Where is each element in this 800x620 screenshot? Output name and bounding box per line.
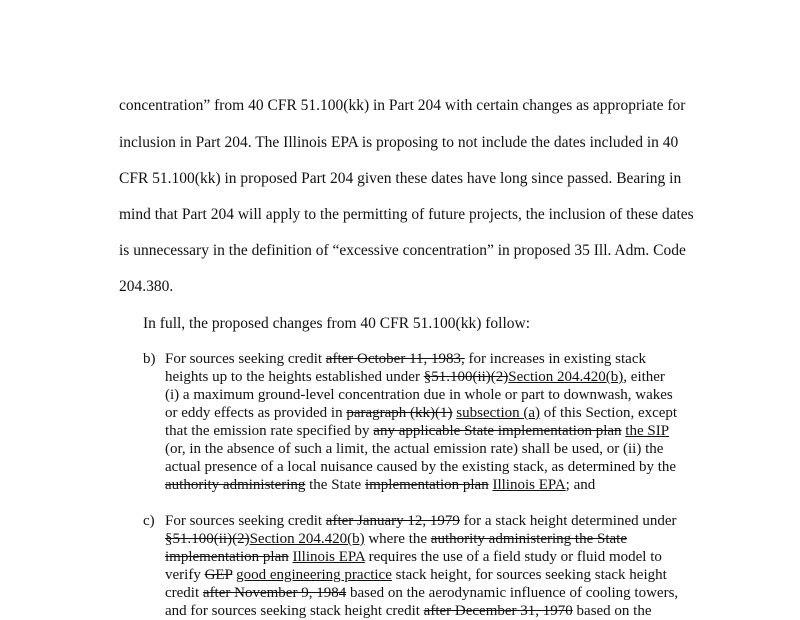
- paragraph-line: [119, 206, 694, 224]
- item-line: [165, 350, 646, 368]
- text-run: the State: [305, 477, 365, 493]
- inserted-text: Section 204.420(b): [249, 531, 365, 547]
- item-marker: c): [143, 513, 155, 529]
- inserted-text: Illinois EPA: [492, 477, 566, 493]
- text-run: for increases in existing stack: [464, 351, 646, 367]
- text-run: based on the: [572, 603, 652, 619]
- text-run: or eddy effects as provided in: [165, 405, 347, 421]
- inserted-text: Illinois EPA: [292, 549, 365, 565]
- text-run: heights up to the heights established under: [165, 369, 424, 385]
- text-run: (or, in the absence of such a limit, the actual emission rate) shall be used, or (ii) the: [165, 441, 664, 457]
- deleted-text: any applicable State implementation plan: [373, 423, 622, 439]
- text-run: that the emission rate specified by: [165, 423, 374, 439]
- text-run: For sources seeking credit: [165, 513, 326, 529]
- deleted-text: after January 12, 1979: [325, 513, 460, 529]
- paragraph-line: [119, 242, 686, 260]
- deleted-text: implementation plan: [364, 477, 489, 493]
- deleted-text: §51.100(ii)(2): [423, 369, 509, 385]
- inserted-text: good engineering practice: [236, 567, 392, 583]
- text-run: for a stack height determined under: [459, 513, 677, 529]
- deleted-text: GEP: [204, 567, 233, 583]
- text-run: (i) a maximum ground-level concentration due in whole or part to downwash, wakes: [165, 387, 673, 403]
- text-run: mind that Part 204 will apply to the permitting of future projects, the inclusion of these dates: [119, 206, 694, 223]
- deleted-text: paragraph (kk)(1): [346, 405, 453, 421]
- text-run: stack height, for sources seeking stack height: [391, 567, 667, 583]
- item-line: [165, 602, 652, 620]
- text-run: concentration” from 40 CFR 51.100(kk) in Part 204 with certain changes as appropriate for: [119, 97, 686, 114]
- text-run: ; and: [565, 477, 596, 493]
- item-line: [165, 530, 627, 548]
- deleted-text: after October 11, 1983,: [325, 351, 465, 367]
- intro-sentence: In full, the proposed changes from 40 CFR 51.100(kk) follow:: [143, 315, 531, 332]
- deleted-text: authority administering the State: [430, 531, 627, 547]
- text-run: credit: [165, 585, 203, 601]
- item-line: [165, 566, 667, 584]
- item-line: [165, 368, 665, 386]
- item-line: [165, 404, 677, 422]
- item-marker: b): [143, 351, 156, 367]
- item-line: [165, 422, 669, 440]
- text-run: verify: [165, 567, 205, 583]
- item-line: [165, 512, 677, 530]
- text-run: 204.380.: [119, 278, 174, 295]
- item-line: [165, 386, 673, 404]
- inserted-text: the SIP: [625, 423, 670, 439]
- deleted-text: after December 31, 1970: [423, 603, 573, 619]
- item-line: [165, 548, 662, 566]
- text-run: of this Section, except: [540, 405, 678, 421]
- text-run: inclusion in Part 204. The Illinois EPA is proposing to not include the dates included in 40: [119, 134, 679, 151]
- text-run: actual presence of a local nuisance caused by the existing stack, as determined by the: [165, 459, 677, 475]
- deleted-text: authority administering: [165, 477, 306, 493]
- text-run: is unnecessary in the definition of “excessive concentration” in proposed 35 Ill. Adm. Code: [119, 242, 686, 259]
- paragraph-line: [119, 97, 685, 115]
- text-run: based on the aerodynamic influence of cooling towers,: [346, 585, 679, 601]
- deleted-text: after November 9, 1984: [202, 585, 347, 601]
- inserted-text: subsection (a): [456, 405, 541, 421]
- item-line: [165, 458, 676, 476]
- text-run: For sources seeking credit: [165, 351, 326, 367]
- text-run: and for sources seeking stack height credit: [165, 603, 424, 619]
- item-line: [165, 584, 678, 602]
- inserted-text: Section 204.420(b): [508, 369, 624, 385]
- text-run: , either: [623, 369, 665, 385]
- deleted-text: implementation plan: [165, 549, 289, 565]
- paragraph-line: [119, 278, 173, 296]
- paragraph-line: [119, 134, 678, 152]
- text-run: CFR 51.100(kk) in proposed Part 204 given these dates have long since passed. Bearing in: [119, 170, 682, 187]
- deleted-text: §51.100(ii)(2): [165, 531, 250, 547]
- text-run: requires the use of a field study or fluid model to: [364, 549, 662, 565]
- text-run: where the: [364, 531, 431, 547]
- item-line: [165, 440, 663, 458]
- paragraph-line: [119, 170, 681, 188]
- item-line: [165, 476, 595, 494]
